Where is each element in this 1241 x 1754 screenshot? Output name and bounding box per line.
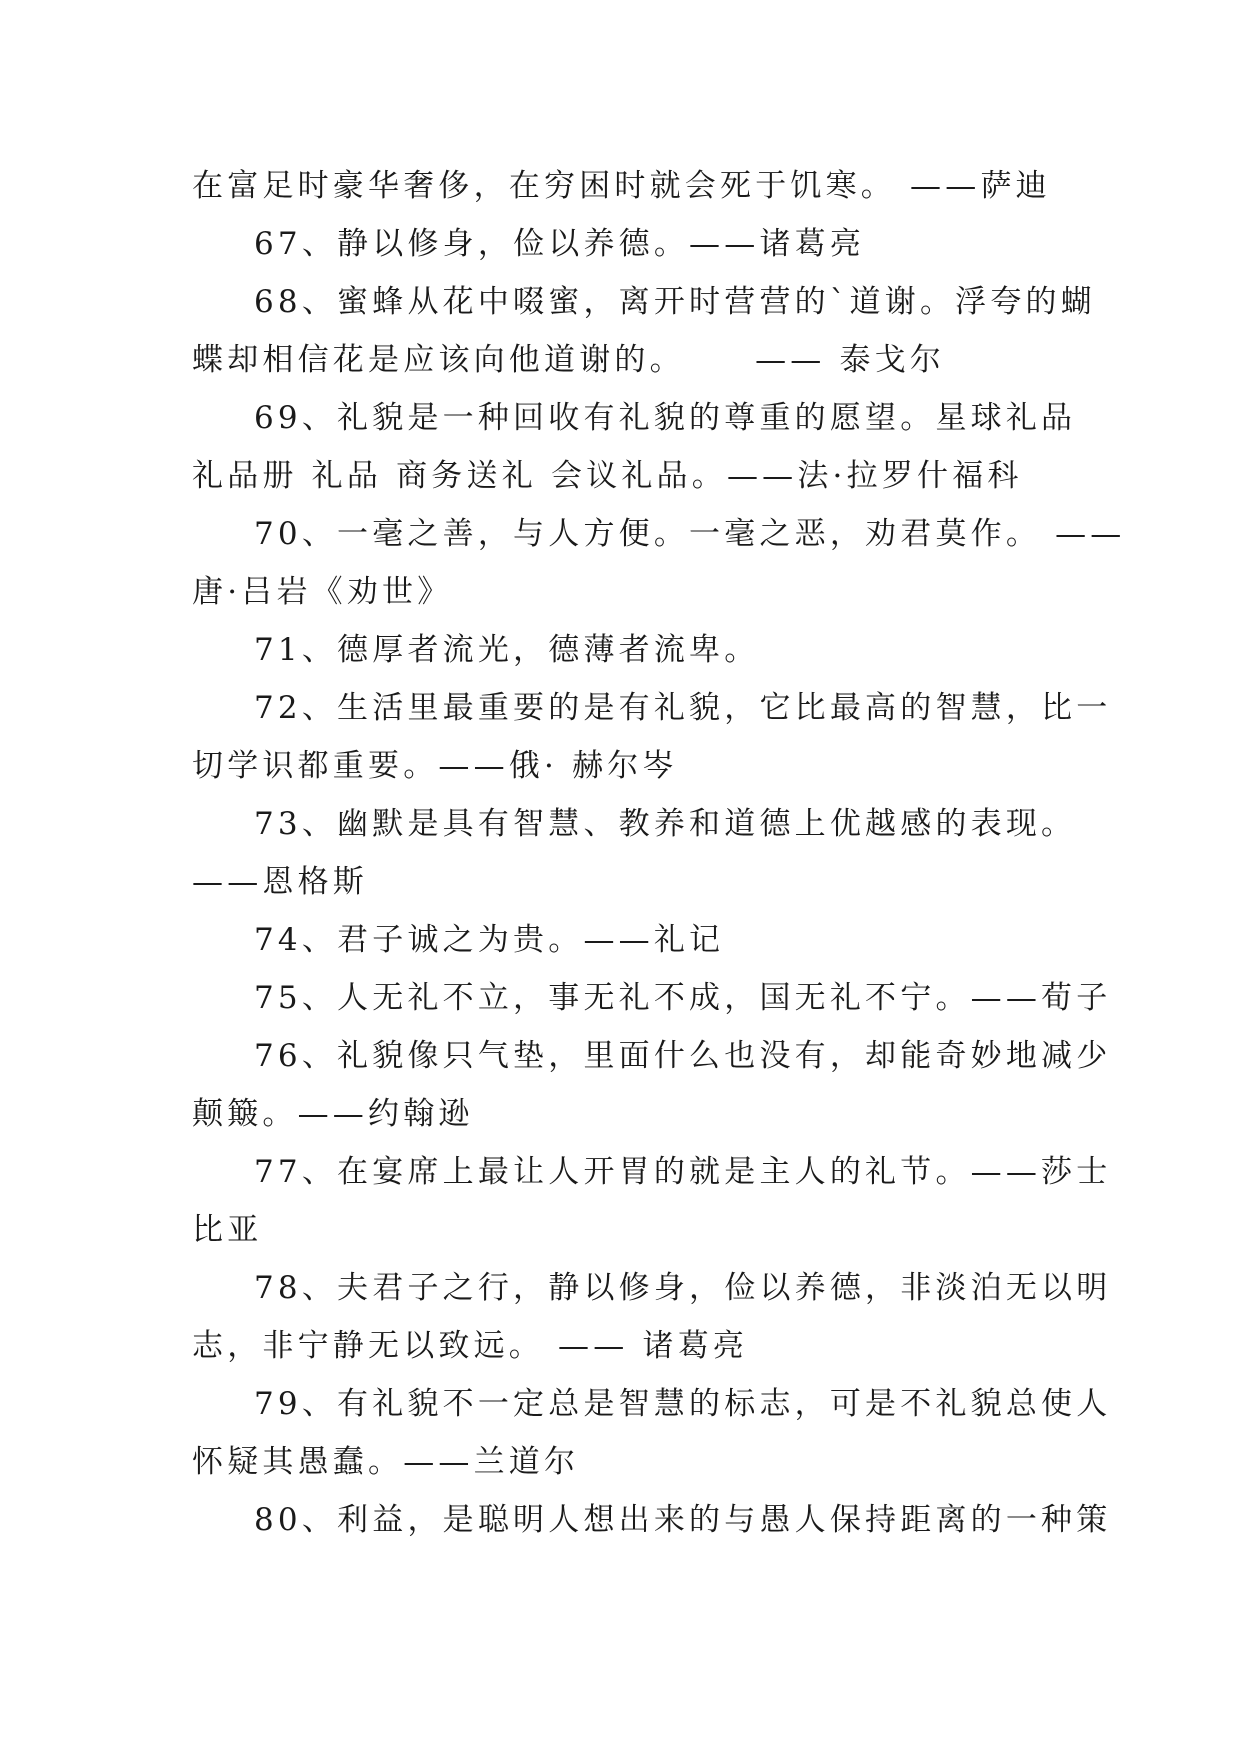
quote-71: 71、德厚者流光，德薄者流卑。 (254, 632, 760, 668)
quote-74: 74、君子诚之为贵。——礼记 (254, 922, 725, 958)
text-line: 志，非宁静无以致远。 —— 诸葛亮 (192, 1328, 749, 1364)
quote-68: 68、蜜蜂从花中啜蜜，离开时营营的`道谢。浮夸的蝴 (254, 284, 1096, 320)
text-line: 蝶却相信花是应该向他道谢的。 —— 泰戈尔 (192, 342, 946, 378)
quote-70: 70、一毫之善，与人方便。一毫之恶，劝君莫作。 —— (254, 516, 1126, 552)
quote-79: 79、有礼貌不一定总是智慧的标志，可是不礼貌总使人 (254, 1386, 1112, 1422)
quote-76: 76、礼貌像只气垫，里面什么也没有，却能奇妙地减少 (254, 1038, 1112, 1074)
text-line: 礼品册 礼品 商务送礼 会议礼品。——法·拉罗什福科 (192, 458, 1023, 494)
quote-67: 67、静以修身，俭以养德。——诸葛亮 (254, 226, 866, 262)
quote-80: 80、利益，是聪明人想出来的与愚人保持距离的一种策 (254, 1502, 1112, 1538)
quote-77: 77、在宴席上最让人开胃的就是主人的礼节。——莎士 (254, 1154, 1112, 1190)
quote-73: 73、幽默是具有智慧、教养和道德上优越感的表现。 (254, 806, 1077, 842)
quote-69: 69、礼貌是一种回收有礼貌的尊重的愿望。星球礼品 (254, 400, 1077, 436)
quote-78: 78、夫君子之行，静以修身，俭以养德，非淡泊无以明 (254, 1270, 1112, 1306)
text-line: 在富足时豪华奢侈，在穷困时就会死于饥寒。 ——萨迪 (192, 168, 1051, 204)
text-line: 怀疑其愚蠢。——兰道尔 (192, 1444, 580, 1480)
text-line: 切学识都重要。——俄· 赫尔岑 (192, 748, 678, 784)
quote-72: 72、生活里最重要的是有礼貌，它比最高的智慧，比一 (254, 690, 1112, 726)
text-line: ——恩格斯 (192, 864, 368, 900)
text-line: 比亚 (192, 1212, 263, 1248)
text-line: 颠簸。——约翰逊 (192, 1096, 474, 1132)
quote-75: 75、人无礼不立，事无礼不成，国无礼不宁。——荀子 (254, 980, 1112, 1016)
text-line: 唐·吕岩《劝世》 (192, 574, 453, 610)
